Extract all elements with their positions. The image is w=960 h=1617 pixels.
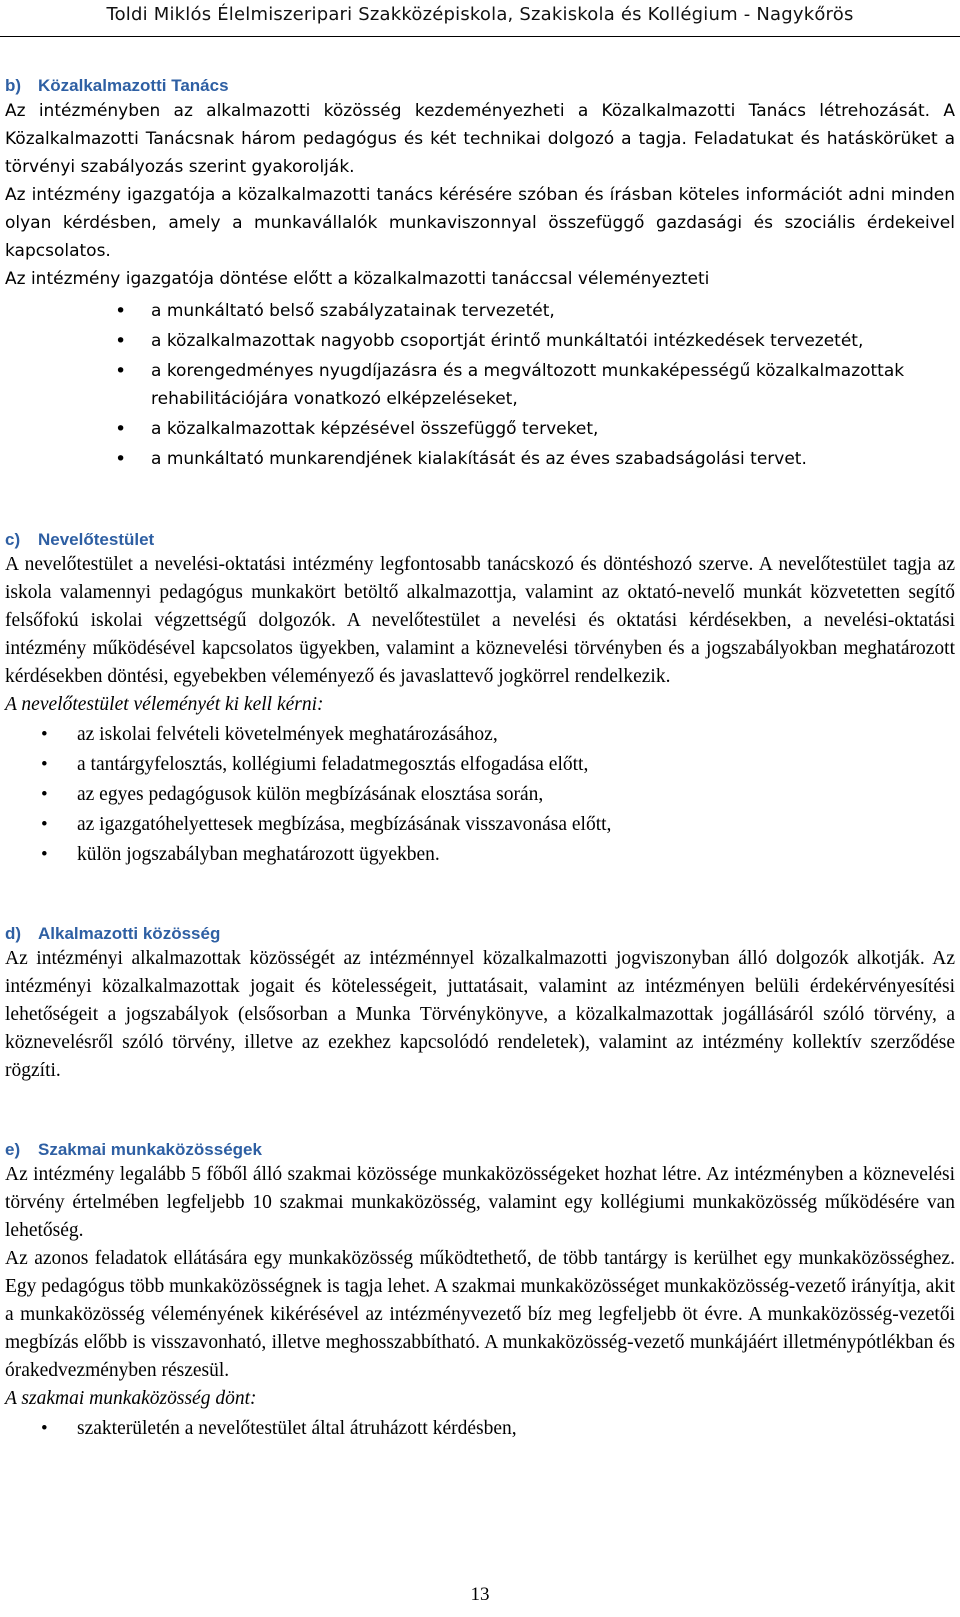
section-b-title: Közalkalmazotti Tanács [38, 76, 229, 95]
section-d-heading [5, 923, 955, 945]
section-b-bullet-list [5, 297, 955, 473]
section-b [5, 75, 955, 473]
list-item: • az iskolai felvételi követelmények meghatározásához, [5, 721, 955, 749]
section-c-intro: A nevelőtestület véleményét ki kell kérni: [5, 694, 324, 715]
page-header: Toldi Miklós Élelmiszeripari Szakközépiskola, Szakiskola és Kollégium - Nagykőrös [106, 4, 854, 25]
section-e-intro: A szakmai munkaközösség dönt: [5, 1388, 257, 1409]
section-c-title: Nevelőtestület [38, 530, 155, 549]
section-c-letter: c) [5, 530, 21, 549]
section-e-paragraph-2: Az azonos feladatok ellátására egy munkaközösség működtethető, de több tantárgy is kerülhet egy munkaközösséghez. Egy pedagógus több munkaközösségnek is tagja lehet. A szakmai munkaközösséget munkaközösség-vezető irányítja, akit a munkaközösség véleményének kikérésével az intézményvezető bíz meg legfeljebb öt évre. A munkaközösség-vezetői megbízás előbb is visszavonható, illetve meghosszabbítható. A munkaközösség-vezető munkájáért illetménypótlékban és órakedvezményben részesül. [5, 1248, 955, 1381]
section-c-bullet-list [5, 721, 955, 869]
section-b-paragraph-3: Az intézmény igazgatója döntése előtt a közalkalmazotti tanáccsal véleményezteti [5, 269, 710, 289]
list-item: • a munkáltató belső szabályzatainak tervezetét, [5, 297, 955, 325]
section-c-paragraph-1: A nevelőtestület a nevelési-oktatási intézmény legfontosabb tanácskozó és döntéshozó szerve. A nevelőtestület tagja az iskola valamennyi pedagógus munkakört betöltő alkalmazottja, valamint az oktató-nevelő munkát közvetetten segítő felsőfokú iskolai végzettségű dolgozók. A nevelőtestület a nevelési és oktatási kérdésekben, a nevelési-oktatási intézmény működésével kapcsolatos ügyekben, valamint a köznevelési törvényben és a jogszabályokban meghatározott kérdésekben döntési, egyebekben véleményező és javaslattevő jogkörrel rendelkezik. [5, 554, 955, 687]
section-c [5, 529, 955, 869]
page-number: 13 [470, 1584, 490, 1605]
list-item: • a munkáltató munkarendjének kialakítását és az éves szabadságolási tervet. [5, 445, 955, 473]
section-e-heading [5, 1139, 955, 1161]
list-item: • szakterületén a nevelőtestület által átruházott kérdésben, [5, 1415, 955, 1443]
section-d-letter: d) [5, 924, 22, 943]
header-rule [0, 36, 960, 37]
section-b-letter: b) [5, 76, 22, 95]
section-d-title: Alkalmazotti közösség [38, 924, 221, 943]
list-item: • a közalkalmazottak nagyobb csoportját érintő munkáltatói intézkedések tervezetét, [5, 327, 955, 355]
section-e-paragraph-1: Az intézmény legalább 5 főből álló szakmai közössége munkaközösségeket hozhat létre. Az intézményben a köznevelési törvény értelmében legfeljebb 10 szakmai munkaközösség, valamint egy kollégiumi munkaközösség működésére van lehetőség. [5, 1164, 955, 1241]
section-e-bullet-list [5, 1415, 955, 1443]
list-item: • az egyes pedagógusok külön megbízásának elosztása során, [5, 781, 955, 809]
section-e-letter: e) [5, 1140, 21, 1159]
section-d [5, 923, 955, 1085]
section-d-paragraph-1: Az intézményi alkalmazottak közösségét az intézménnyel közalkalmazotti jogviszonyban álló dolgozók alkotják. Az intézményi közalkalmazottak jogait és kötelességeit, juttatásait, valamint az intézményen belüli érdekérvényesítési lehetőségeit a jogszabályok (elsősorban a Munka Törvénykönyve, a közalkalmazottak jogállásáról szóló törvény, a köznevelésről szóló törvény, illetve az ezekhez kapcsolódó rendeletek), valamint az intézmény kollektív szerződése rögzíti. [5, 948, 955, 1081]
section-e-title: Szakmai munkaközösségek [38, 1140, 262, 1159]
section-c-heading [5, 529, 955, 551]
list-item: • a közalkalmazottak képzésével összefüggő terveket, [5, 415, 955, 443]
section-b-heading [5, 75, 955, 97]
section-e [5, 1139, 955, 1443]
section-b-paragraph-2: Az intézmény igazgatója a közalkalmazotti tanács kérésére szóban és írásban köteles információt adni minden olyan kérdésben, amely a munkavállalók munkaviszonnyal összefüggő gazdasági és szociális érdekeivel kapcsolatos. [5, 185, 955, 261]
list-item: • a korengedményes nyugdíjazásra és a megváltozott munkaképességű közalkalmazottak rehabilitációjára vonatkozó elképzeléseket, [5, 357, 955, 413]
section-b-paragraph-1: Az intézményben az alkalmazotti közösség kezdeményezheti a Közalkalmazotti Tanács létrehozását. A Közalkalmazotti Tanácsnak három pedagógus és két technikai dolgozó a tagja. Feladatukat és hatáskörüket a törvényi szabályozás szerint gyakorolják. [5, 101, 955, 177]
list-item: • az igazgatóhelyettesek megbízása, megbízásának visszavonása előtt, [5, 811, 955, 839]
list-item: • külön jogszabályban meghatározott ügyekben. [5, 841, 955, 869]
list-item: • a tantárgyfelosztás, kollégiumi feladatmegosztás elfogadása előtt, [5, 751, 955, 779]
